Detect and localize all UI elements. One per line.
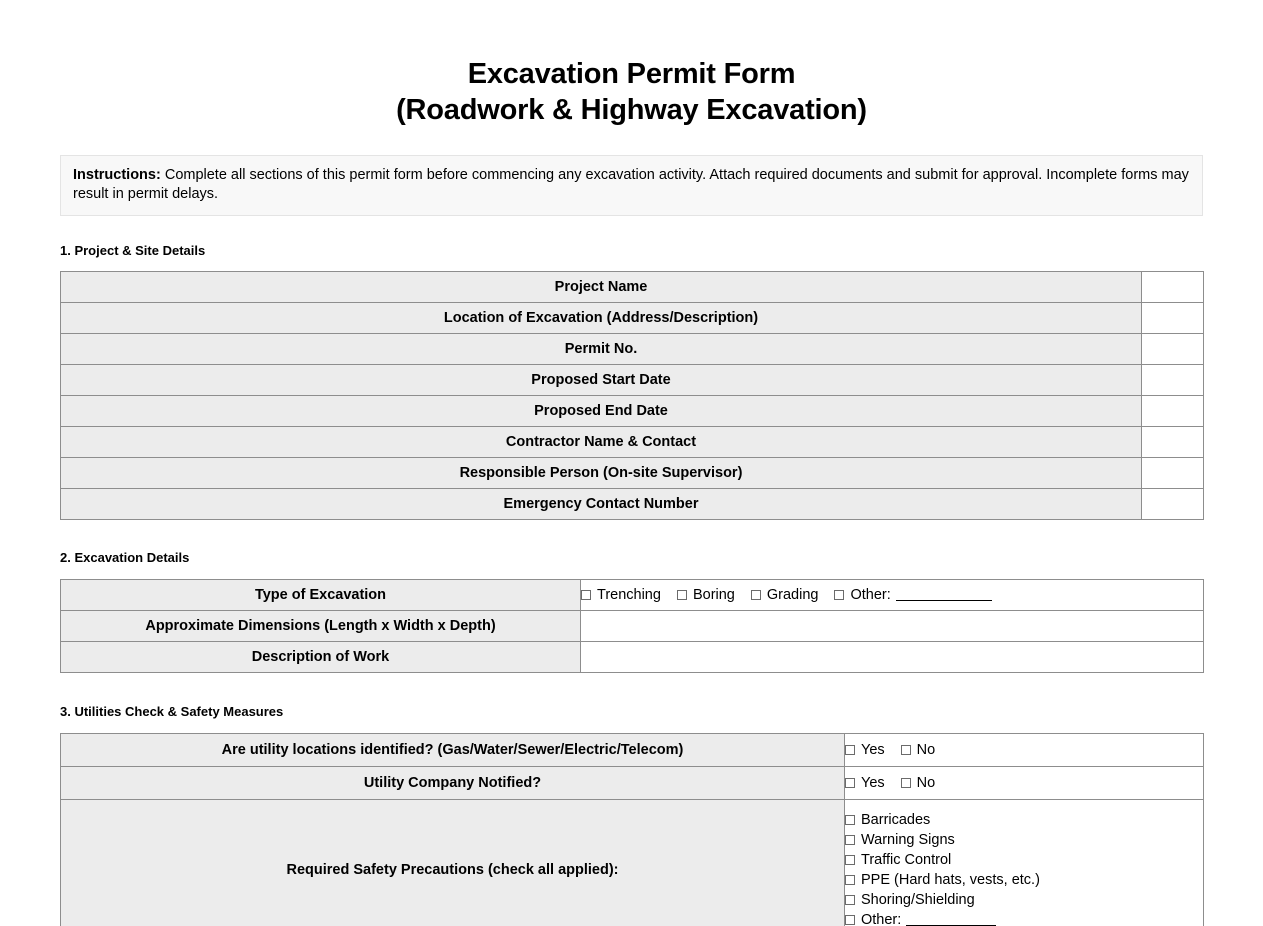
checkbox-item-barricades[interactable] <box>845 810 1203 830</box>
checkbox-unchecked-icon[interactable] <box>845 915 855 925</box>
row-value-emergency-contact-number[interactable] <box>1142 489 1204 520</box>
page-title-line-1: Excavation Permit Form <box>467 58 796 90</box>
checkbox-item-utility-locations-yes[interactable] <box>845 740 885 760</box>
table-row <box>61 489 1204 520</box>
page-title <box>0 0 1263 128</box>
checkbox-item-trenching[interactable] <box>581 585 661 605</box>
row-label-permit-no: Permit No. <box>61 334 1142 365</box>
checkbox-item-traffic-control[interactable] <box>845 850 1203 870</box>
table-row <box>61 800 1204 926</box>
checkbox-item-other-precaution[interactable] <box>845 910 1203 926</box>
row-label-proposed-end-date: Proposed End Date <box>61 396 1142 427</box>
utility-company-notified-yes-no-group <box>845 773 1203 793</box>
checkbox-unchecked-icon[interactable] <box>845 745 855 755</box>
row-value-utility-locations-identified <box>845 734 1204 767</box>
instructions-callout <box>60 155 1203 216</box>
checkbox-item-ppe[interactable] <box>845 870 1203 890</box>
table-row <box>61 580 1204 611</box>
table-row <box>61 458 1204 489</box>
page-title-line-2: (Roadwork & Highway Excavation) <box>396 94 867 126</box>
table-row <box>61 767 1204 800</box>
row-value-proposed-end-date[interactable] <box>1142 396 1204 427</box>
row-value-proposed-start-date[interactable] <box>1142 365 1204 396</box>
row-value-type-of-excavation <box>581 580 1204 611</box>
table-row <box>61 334 1204 365</box>
checkbox-unchecked-icon[interactable] <box>834 590 844 600</box>
row-label-contractor-name-contact: Contractor Name & Contact <box>61 427 1142 458</box>
checkbox-label-other-precaution: Other: <box>861 911 902 926</box>
table-row <box>61 303 1204 334</box>
safety-precautions-checkbox-group <box>845 808 1203 926</box>
section-heading-utilities-safety: 3. Utilities Check & Safety Measures <box>60 704 284 719</box>
row-value-project-name[interactable] <box>1142 272 1204 303</box>
checkbox-label-barricades: Barricades <box>861 811 931 828</box>
checkbox-unchecked-icon[interactable] <box>901 745 911 755</box>
row-label-responsible-person: Responsible Person (On-site Supervisor) <box>61 458 1142 489</box>
checkbox-item-utility-notified-no[interactable] <box>901 773 936 793</box>
checkbox-item-utility-locations-no[interactable] <box>901 740 936 760</box>
checkbox-label-no: No <box>916 775 936 791</box>
checkbox-label-shoring-shielding: Shoring/Shielding <box>861 891 975 908</box>
row-value-approximate-dimensions[interactable] <box>581 611 1204 642</box>
utility-locations-yes-no-group <box>845 740 1203 760</box>
other-excavation-type-blank-field[interactable] <box>896 589 992 601</box>
section-heading-project-site-details: 1. Project & Site Details <box>60 243 206 258</box>
checkbox-item-warning-signs[interactable] <box>845 830 1203 850</box>
instructions-text: Complete all sections of this permit form before commencing any excavation activity. Attach required documents and submit for approval. Incomplete forms may result in permit delays. <box>73 167 1189 202</box>
checkbox-label-boring: Boring <box>692 587 735 603</box>
checkbox-label-no: No <box>916 742 936 758</box>
table-row <box>61 611 1204 642</box>
checkbox-unchecked-icon[interactable] <box>845 875 855 885</box>
row-value-contractor-name-contact[interactable] <box>1142 427 1204 458</box>
checkbox-unchecked-icon[interactable] <box>845 895 855 905</box>
checkbox-unchecked-icon[interactable] <box>845 855 855 865</box>
row-label-proposed-start-date: Proposed Start Date <box>61 365 1142 396</box>
row-value-utility-company-notified <box>845 767 1204 800</box>
table-row <box>61 427 1204 458</box>
checkbox-unchecked-icon[interactable] <box>677 590 687 600</box>
table-row <box>61 396 1204 427</box>
checkbox-item-boring[interactable] <box>677 585 735 605</box>
checkbox-label-grading: Grading <box>766 587 819 603</box>
checkbox-unchecked-icon[interactable] <box>845 778 855 788</box>
row-label-description-of-work: Description of Work <box>61 642 581 673</box>
type-of-excavation-checkbox-group <box>581 585 1203 605</box>
table-row <box>61 365 1204 396</box>
utilities-safety-table <box>60 733 1204 926</box>
checkbox-unchecked-icon[interactable] <box>581 590 591 600</box>
row-value-permit-no[interactable] <box>1142 334 1204 365</box>
row-label-emergency-contact-number: Emergency Contact Number <box>61 489 1142 520</box>
row-value-description-of-work[interactable] <box>581 642 1204 673</box>
row-label-utility-locations-identified: Are utility locations identified? (Gas/Water/Sewer/Electric/Telecom) <box>61 734 845 767</box>
section-heading-excavation-details: 2. Excavation Details <box>60 550 190 565</box>
checkbox-unchecked-icon[interactable] <box>751 590 761 600</box>
checkbox-item-shoring-shielding[interactable] <box>845 890 1203 910</box>
table-row <box>61 734 1204 767</box>
row-value-required-safety-precautions <box>845 800 1204 926</box>
row-label-location-of-excavation: Location of Excavation (Address/Description) <box>61 303 1142 334</box>
row-label-type-of-excavation: Type of Excavation <box>61 580 581 611</box>
checkbox-item-grading[interactable] <box>751 585 819 605</box>
project-site-details-table <box>60 271 1204 520</box>
checkbox-label-yes: Yes <box>861 775 885 791</box>
checkbox-item-other[interactable] <box>834 585 991 605</box>
checkbox-label-other: Other: <box>850 587 891 603</box>
table-row <box>61 272 1204 303</box>
row-label-required-safety-precautions: Required Safety Precautions (check all applied): <box>61 800 845 926</box>
row-value-location-of-excavation[interactable] <box>1142 303 1204 334</box>
excavation-details-table <box>60 579 1204 673</box>
row-label-utility-company-notified: Utility Company Notified? <box>61 767 845 800</box>
checkbox-item-utility-notified-yes[interactable] <box>845 773 885 793</box>
table-row <box>61 642 1204 673</box>
other-precaution-blank-field[interactable] <box>906 914 996 926</box>
checkbox-label-ppe: PPE (Hard hats, vests, etc.) <box>861 871 1040 888</box>
row-label-approximate-dimensions: Approximate Dimensions (Length x Width x Depth) <box>61 611 581 642</box>
checkbox-unchecked-icon[interactable] <box>845 815 855 825</box>
instructions-label: Instructions: <box>73 167 161 183</box>
row-value-responsible-person[interactable] <box>1142 458 1204 489</box>
checkbox-label-traffic-control: Traffic Control <box>861 851 952 868</box>
checkbox-label-trenching: Trenching <box>597 587 661 603</box>
checkbox-label-warning-signs: Warning Signs <box>861 831 955 848</box>
checkbox-unchecked-icon[interactable] <box>845 835 855 845</box>
row-label-project-name: Project Name <box>61 272 1142 303</box>
checkbox-unchecked-icon[interactable] <box>901 778 911 788</box>
checkbox-label-yes: Yes <box>861 742 885 758</box>
